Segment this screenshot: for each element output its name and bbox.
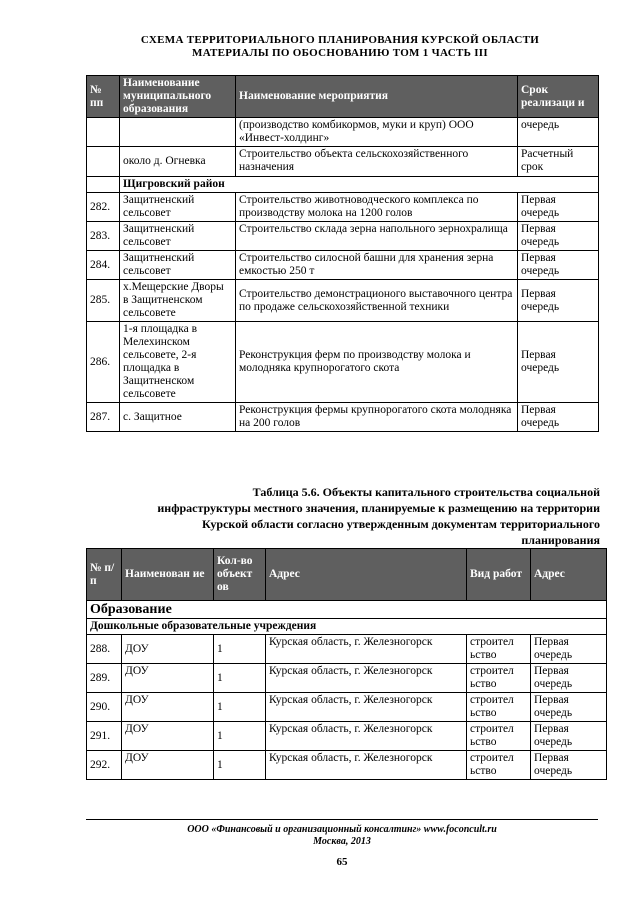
cell-num: 289. <box>87 664 122 693</box>
cell-count: 1 <box>214 664 266 693</box>
cell-measure: (производство комбикормов, муки и круп) ООО «Инвест-холдинг» <box>236 118 518 147</box>
district-row <box>87 177 599 193</box>
table-row <box>87 251 599 280</box>
cell-term: Первая очередь <box>518 251 599 280</box>
col-header-num: № пп <box>87 76 120 118</box>
cell-work: строител ьство <box>467 722 531 751</box>
cell-num <box>87 147 120 177</box>
cell-municipality: 1-я площадка в Мелехинском сельсовете, 2-я площадка в Защитненском сельсовете <box>120 322 236 403</box>
cell-name: ДОУ <box>122 751 214 780</box>
table-row <box>87 280 599 322</box>
measures-table <box>86 75 599 432</box>
table-header-row <box>87 76 599 118</box>
cell-name: ДОУ <box>122 722 214 751</box>
col-header-measure: Наименование мероприятия <box>236 76 518 118</box>
cell-num: 292. <box>87 751 122 780</box>
table-row <box>87 664 607 693</box>
cell-term: Первая очередь <box>531 722 607 751</box>
footer-city-year: Москва, 2013 <box>313 836 371 847</box>
cell-measure: Реконструкция ферм по производству молока и молодняка крупнорогатого скота <box>236 322 518 403</box>
cell-count: 1 <box>214 635 266 664</box>
table-header-row <box>87 549 607 601</box>
cell-count: 1 <box>214 751 266 780</box>
cell-municipality: Защитненский сельсовет <box>120 222 236 251</box>
col-header-address: Адрес <box>266 549 467 601</box>
cell-term: Первая очередь <box>518 403 599 432</box>
cell-term: Первая очередь <box>531 664 607 693</box>
header-title: СХЕМА ТЕРРИТОРИАЛЬНОГО ПЛАНИРОВАНИЯ КУРСКОЙ ОБЛАСТИ <box>140 34 540 46</box>
cell-measure: Строительство силосной башни для хранения зерна емкостью 250 т <box>236 251 518 280</box>
cell-num: 288. <box>87 635 122 664</box>
page-number: 65 <box>336 856 348 868</box>
table-row <box>87 693 607 722</box>
cell-measure: Строительство склада зерна напольного зернохралища <box>236 222 518 251</box>
cell-name: ДОУ <box>122 693 214 722</box>
document-footer <box>86 824 598 848</box>
cell-address: Курская область, г. Железногорск <box>266 693 467 722</box>
subcategory-row <box>87 619 607 635</box>
table-row <box>87 322 599 403</box>
cell-measure: Реконструкция фермы крупнорогатого скота молодняка на 200 голов <box>236 403 518 432</box>
table-caption <box>150 484 600 548</box>
table-row <box>87 118 599 147</box>
cell-term: Первая очередь <box>518 222 599 251</box>
cell-num: 285. <box>87 280 120 322</box>
table-row <box>87 193 599 222</box>
table-row <box>87 751 607 780</box>
social-infrastructure-table <box>86 548 607 780</box>
subcategory-title: Дошкольные образовательные учреждения <box>87 619 607 635</box>
cell-num: 286. <box>87 322 120 403</box>
footer-company: ООО «Финансовый и организационный консалтинг» www.foconcult.ru <box>187 824 497 835</box>
cell-address: Курская область, г. Железногорск <box>266 722 467 751</box>
cell-address: Курская область, г. Железногорск <box>266 664 467 693</box>
cell-measure: Строительство объекта сельскохозяйственного назначения <box>236 147 518 177</box>
cell-name: ДОУ <box>122 635 214 664</box>
col-header-term: Срок реализаци и <box>518 76 599 118</box>
table-row <box>87 722 607 751</box>
col-header-address2: Адрес <box>531 549 607 601</box>
cell-municipality: около д. Огневка <box>120 147 236 177</box>
cell-name: ДОУ <box>122 664 214 693</box>
cell-term: Первая очередь <box>531 635 607 664</box>
cell-municipality: Защитненский сельсовет <box>120 193 236 222</box>
cell-term: Первая очередь <box>518 280 599 322</box>
header-subtitle: МАТЕРИАЛЫ ПО ОБОСНОВАНИЮ ТОМ 1 ЧАСТЬ III <box>192 47 488 59</box>
cell-address: Курская область, г. Железногорск <box>266 751 467 780</box>
cell-municipality: Защитненский сельсовет <box>120 251 236 280</box>
cell-work: строител ьство <box>467 635 531 664</box>
col-header-name: Наименован ие <box>122 549 214 601</box>
category-row <box>87 601 607 619</box>
caption-line: Таблица 5.6. Объекты капитального строительства социальной <box>252 485 600 499</box>
cell-term: Первая очередь <box>531 693 607 722</box>
col-header-num: № п/п <box>87 549 122 601</box>
cell-num: 282. <box>87 193 120 222</box>
cell-address: Курская область, г. Железногорск <box>266 635 467 664</box>
category-title: Образование <box>87 601 607 619</box>
document-header <box>70 34 610 60</box>
cell-measure: Строительство демонстрационого выставочного центра по продаже сельскохозяйственной техники <box>236 280 518 322</box>
cell-municipality <box>120 118 236 147</box>
table-row <box>87 147 599 177</box>
cell-count: 1 <box>214 722 266 751</box>
cell-work: строител ьство <box>467 664 531 693</box>
cell-num: 284. <box>87 251 120 280</box>
cell-measure: Строительство животноводческого комплекса по производству молока на 1200 голов <box>236 193 518 222</box>
cell-term: очередь <box>518 118 599 147</box>
col-header-municipality: Наименование муниципального образования <box>120 76 236 118</box>
cell-num: 291. <box>87 722 122 751</box>
cell-work: строител ьство <box>467 751 531 780</box>
table-row <box>87 222 599 251</box>
cell-municipality: с. Защитное <box>120 403 236 432</box>
caption-line: инфраструктуры местного значения, планируемые к размещению на территории <box>157 501 600 515</box>
cell-num: 290. <box>87 693 122 722</box>
cell-term: Первая очередь <box>531 751 607 780</box>
table-row <box>87 403 599 432</box>
cell-municipality: х.Мещерские Дворы в Защитненском сельсовете <box>120 280 236 322</box>
footer-divider <box>86 819 598 820</box>
cell-num <box>87 118 120 147</box>
cell-term: Первая очередь <box>518 322 599 403</box>
cell-count: 1 <box>214 693 266 722</box>
cell-term: Первая очередь <box>518 193 599 222</box>
cell-num: 283. <box>87 222 120 251</box>
col-header-work: Вид работ <box>467 549 531 601</box>
district-name: Щигровский район <box>120 177 599 193</box>
cell-num: 287. <box>87 403 120 432</box>
cell-work: строител ьство <box>467 693 531 722</box>
cell-term: Расчетный срок <box>518 147 599 177</box>
col-header-count: Кол-во объект ов <box>214 549 266 601</box>
caption-line: Курской области согласно утвержденным документам территориального <box>202 517 600 531</box>
caption-line: планирования <box>521 533 600 547</box>
table-row <box>87 635 607 664</box>
